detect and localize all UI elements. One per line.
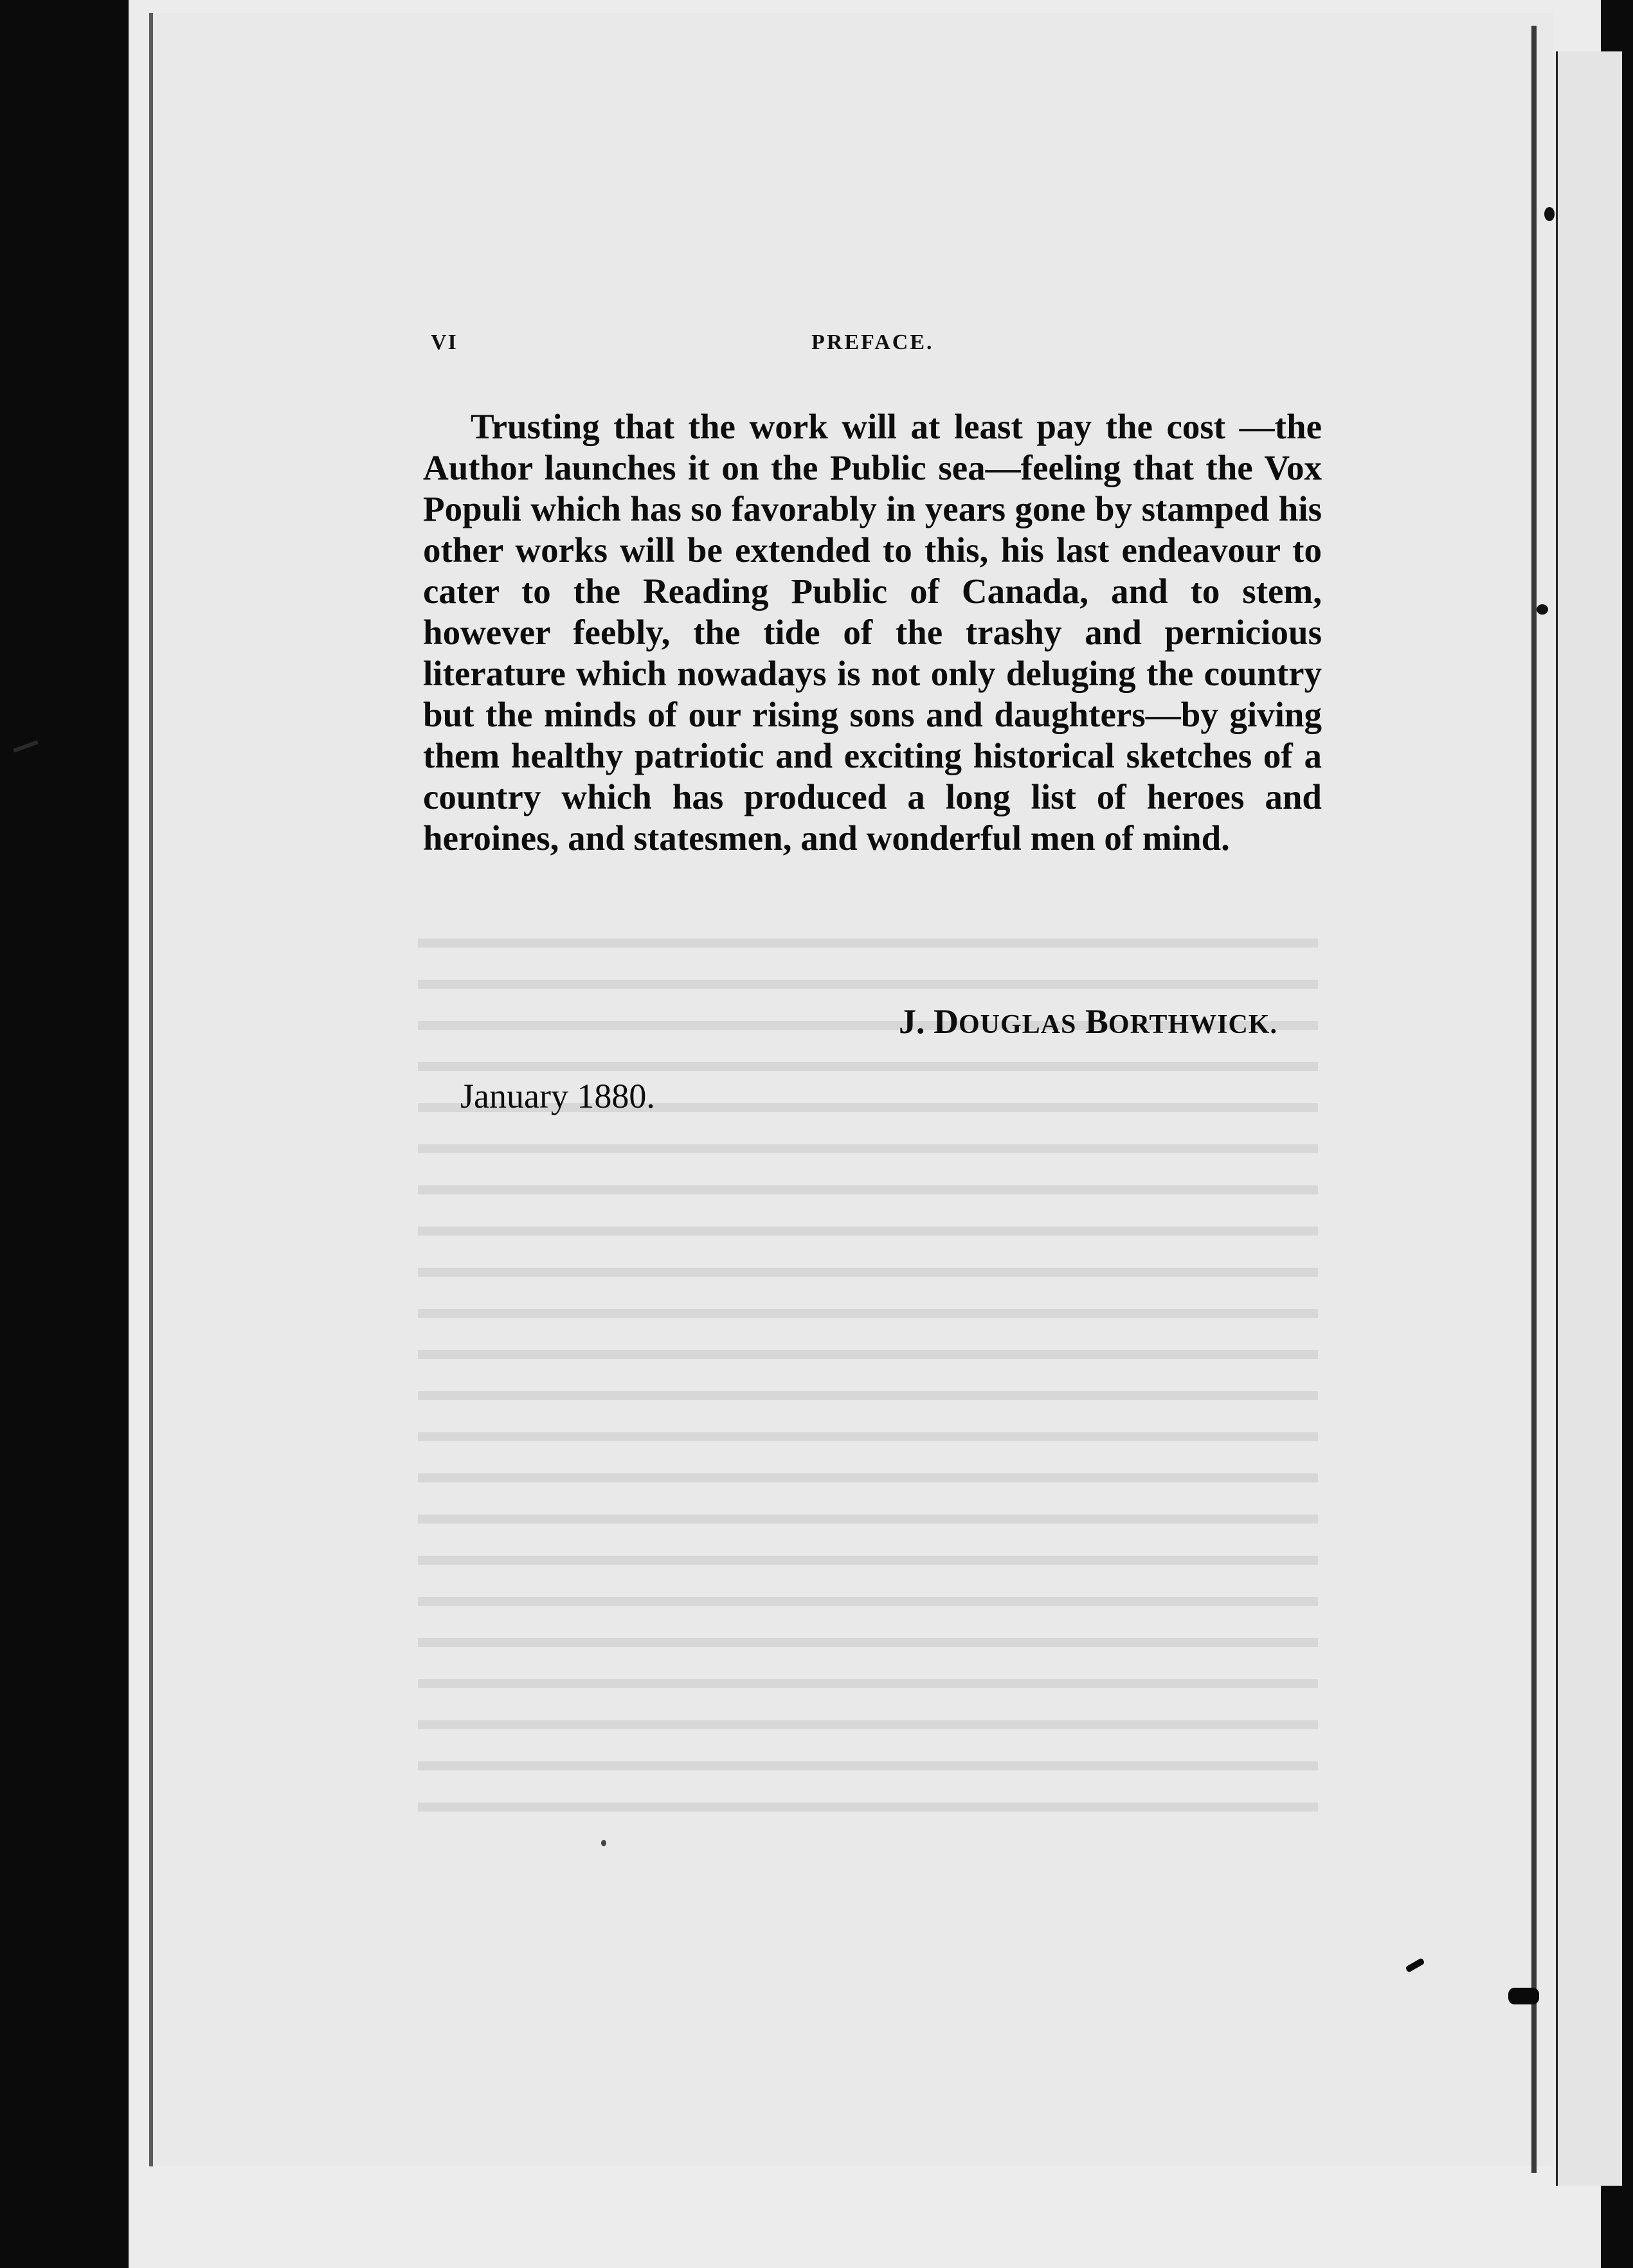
scan-mark [1508, 1988, 1539, 2004]
signature-last-initial: B [1085, 1002, 1108, 1041]
page-fold-line [1531, 26, 1537, 2173]
scan-speck [1544, 207, 1555, 221]
scan-mark [13, 740, 39, 752]
signature-first-name: OUGLAS [959, 1010, 1077, 1040]
running-head: PREFACE. [811, 330, 934, 354]
preface-date: January 1880. [460, 1077, 655, 1115]
scan-speck [601, 1840, 606, 1846]
page-number: VI [431, 330, 458, 354]
scan-speck [1537, 604, 1548, 615]
signature-last-name: ORTHWICK. [1108, 1010, 1277, 1040]
preface-paragraph: Trusting that the work will at least pay the cost —the Author launches it on the Public sea—feeling that the Vox Populi which has so favorably in years gone by stamped his other works will be extended to this, his last endeavour to cater to the Reading Public of Canada, and to stem, however feebly, the tide of the trashy and pernicious literature which nowadays is not only deluging the country but the minds of our rising sons and daughters—by giving them healthy patriotic and exciting historical sketches of a country which has produced a long list of heroes and heroines, and statesmen, and wonderful men of mind. [423, 407, 1322, 858]
signature-initials: J. D [899, 1002, 959, 1041]
page-header [431, 330, 977, 363]
author-signature [899, 1002, 1277, 1041]
preface-body [423, 406, 1322, 859]
adjacent-page-edge [1556, 51, 1622, 2186]
